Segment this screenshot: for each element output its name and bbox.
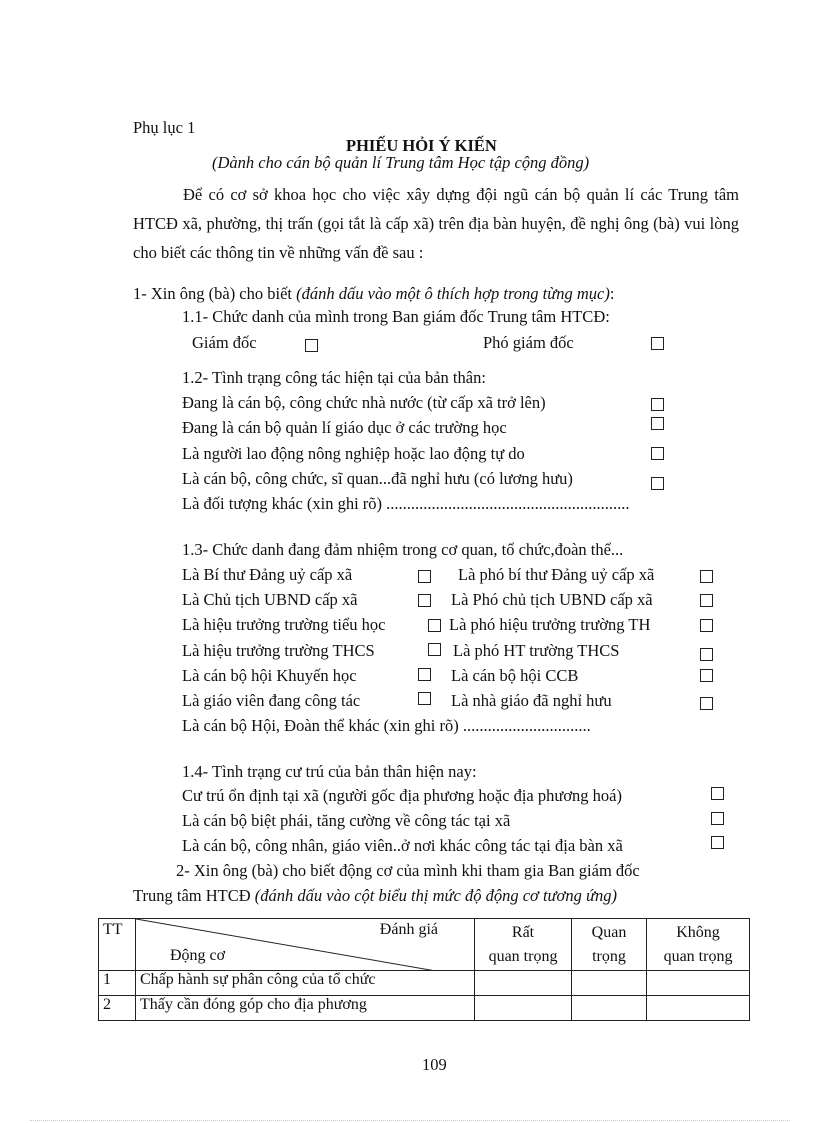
q12-item-other: Là đối tượng khác (xin ghi rõ) ........................................................... — [182, 494, 630, 513]
motivation-table — [98, 918, 750, 1021]
q12-checkbox[interactable] — [651, 398, 664, 411]
row-text: Thấy cần đóng góp cho địa phương — [136, 996, 475, 1021]
intro-paragraph — [133, 180, 739, 267]
q14-item: Là cán bộ, công nhân, giáo viên..ở nơi khác công tác tại địa bàn xã — [182, 836, 623, 855]
row-text: Chấp hành sự phân công của tổ chức — [136, 971, 475, 996]
q11-opt2-label: Phó giám đốc — [483, 333, 574, 352]
col-not-important-line2: quan trọng — [663, 948, 733, 965]
col-tt-header: TT — [99, 919, 136, 971]
col-not-important-line1: Không — [676, 924, 720, 941]
q1-label: 1- Xin ông (bà) cho biết — [133, 284, 297, 303]
q13-heading: 1.3- Chức danh đang đảm nhiệm trong cơ quan, tổ chức,đoàn thể... — [182, 540, 624, 559]
q13-left-item: Là hiệu trưởng trường tiểu học — [182, 615, 386, 634]
q11-opt1-checkbox[interactable] — [305, 339, 318, 352]
q13-left-checkbox[interactable] — [418, 594, 431, 607]
row-tt: 1 — [99, 971, 136, 996]
q11-opt2-checkbox[interactable] — [651, 337, 664, 350]
col-very-important-line1: Rất — [511, 924, 535, 941]
q13-left-item: Là giáo viên đang công tác — [182, 691, 361, 710]
q13-other: Là cán bộ Hội, Đoàn thể khác (xin ghi rõ) ............................... — [182, 716, 591, 735]
col-not-important — [647, 919, 750, 971]
q13-right-item: Là phó hiệu trưởng trường TH — [449, 615, 651, 634]
q12-checkbox[interactable] — [651, 447, 664, 460]
q14-item: Cư trú ổn định tại xã (người gốc địa phương hoặc địa phương hoá) — [182, 786, 622, 805]
diag-bottom-label: Động cơ — [170, 947, 226, 964]
q13-right-item: Là phó HT trường THCS — [453, 641, 620, 660]
q13-left-checkbox[interactable] — [428, 619, 441, 632]
q14-item: Là cán bộ biệt phái, tăng cường về công tác tại xã — [182, 811, 511, 830]
q13-right-checkbox[interactable] — [700, 697, 713, 710]
q12-checkbox[interactable] — [651, 417, 664, 430]
col-very-important — [475, 919, 572, 971]
table-row — [99, 971, 750, 996]
page-number: 109 — [422, 1055, 447, 1074]
row-tt: 2 — [99, 996, 136, 1021]
q14-checkbox[interactable] — [711, 836, 724, 849]
intro-text: Để có cơ sở khoa học cho việc xây dựng đội ngũ cán bộ quản lí các Trung tâm HTCĐ xã, phường, thị trấn (gọi tắt là cấp xã) trên địa bàn huyện, đề nghị ông (bà) vui lòng cho biết các thông tin về những vấn đề sau : — [133, 185, 739, 262]
q12-checkbox[interactable] — [651, 477, 664, 490]
q2-line2-text: Trung tâm HTCĐ — [133, 886, 255, 905]
row-cell-important[interactable] — [572, 971, 647, 996]
row-cell-not-important[interactable] — [647, 971, 750, 996]
q1-line — [133, 284, 614, 304]
q13-right-item: Là Phó chủ tịch UBND cấp xã — [451, 590, 653, 609]
page-subtitle: (Dành cho cán bộ quản lí Trung tâm Học tập cộng đồng) — [212, 153, 590, 172]
q12-item: Là cán bộ, công chức, sĩ quan...đã nghỉ hưu (có lương hưu) — [182, 469, 573, 488]
q1-note: (đánh dấu vào một ô thích hợp trong từng mục) — [296, 284, 610, 303]
diag-top-label: Đánh giá — [379, 921, 438, 938]
q13-left-checkbox[interactable] — [428, 643, 441, 656]
q13-right-checkbox[interactable] — [700, 570, 713, 583]
q14-heading: 1.4- Tình trạng cư trú của bản thân hiện nay: — [182, 762, 477, 781]
q2-line2-note: (đánh dấu vào cột biểu thị mức độ động cơ tương ứng) — [254, 886, 617, 905]
row-cell-not-important[interactable] — [647, 996, 750, 1021]
col-very-important-line2: quan trọng — [488, 948, 558, 965]
q13-right-item: Là cán bộ hội CCB — [451, 666, 579, 685]
q13-left-checkbox[interactable] — [418, 692, 431, 705]
table-row — [99, 996, 750, 1021]
q12-item: Là người lao động nông nghiệp hoặc lao động tự do — [182, 444, 525, 463]
diagonal-header-cell — [136, 919, 475, 971]
q13-right-checkbox[interactable] — [700, 669, 713, 682]
row-cell-important[interactable] — [572, 996, 647, 1021]
q13-right-checkbox[interactable] — [700, 619, 713, 632]
q13-left-item: Là hiệu trưởng trường THCS — [182, 641, 375, 660]
table-header-row — [99, 919, 750, 971]
q13-left-item: Là cán bộ hội Khuyến học — [182, 666, 357, 685]
q12-item: Đang là cán bộ, công chức nhà nước (từ cấp xã trở lên) — [182, 393, 546, 412]
page-title: PHIẾU HỎI Ý KIẾN — [346, 136, 497, 155]
q1-tail: : — [609, 284, 615, 303]
appendix-label: Phụ lục 1 — [133, 118, 196, 137]
row-cell-very-important[interactable] — [475, 971, 572, 996]
q2-line1: 2- Xin ông (bà) cho biết động cơ của mình khi tham gia Ban giám đốc — [176, 861, 640, 880]
q12-heading: 1.2- Tình trạng công tác hiện tại của bản thân: — [182, 368, 486, 387]
q12-item: Đang là cán bộ quản lí giáo dục ở các trường học — [182, 418, 507, 437]
q11-heading: 1.1- Chức danh của mình trong Ban giám đốc Trung tâm HTCĐ: — [182, 307, 610, 326]
q14-checkbox[interactable] — [711, 812, 724, 825]
row-cell-very-important[interactable] — [475, 996, 572, 1021]
page-bottom-rule — [30, 1120, 790, 1121]
q13-left-checkbox[interactable] — [418, 570, 431, 583]
q13-right-checkbox[interactable] — [700, 648, 713, 661]
q13-left-item: Là Chủ tịch UBND cấp xã — [182, 590, 358, 609]
q2-line2 — [133, 886, 617, 906]
q13-right-item: Là nhà giáo đã nghỉ hưu — [451, 691, 612, 710]
col-important-line1: Quan — [591, 924, 627, 941]
col-important — [572, 919, 647, 971]
col-important-line2: trọng — [592, 948, 626, 965]
q13-right-item: Là phó bí thư Đảng uỷ cấp xã — [458, 565, 655, 584]
q13-left-item: Là Bí thư Đảng uỷ cấp xã — [182, 565, 353, 584]
q13-left-checkbox[interactable] — [418, 668, 431, 681]
q14-checkbox[interactable] — [711, 787, 724, 800]
q11-opt1-label: Giám đốc — [192, 333, 257, 352]
q13-right-checkbox[interactable] — [700, 594, 713, 607]
